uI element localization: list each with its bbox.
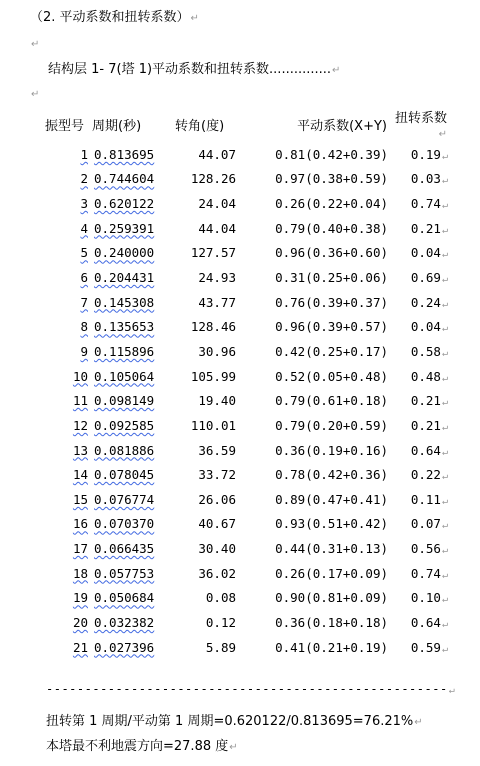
mode-number [44, 167, 88, 192]
angle-value: 105.99 [190, 368, 236, 384]
translation-value: 0.90(0.81+0.09) [275, 590, 388, 606]
period-value [88, 314, 174, 339]
translation-value: 0.89(0.47+0.41) [275, 491, 388, 507]
table-row [44, 290, 448, 315]
table-row [44, 610, 448, 635]
period-value-text: 0.027396 [94, 639, 155, 655]
mode-number-text: 7 [80, 294, 88, 310]
torsion-value-text: 0.22 [410, 467, 441, 483]
angle-value: 0.12 [205, 614, 236, 630]
empty-paragraph [30, 36, 39, 51]
mode-number [44, 191, 88, 216]
angle-value: 44.07 [198, 146, 236, 162]
period-value [88, 610, 174, 635]
mode-number [44, 586, 88, 611]
angle-value: 127.57 [190, 245, 236, 261]
table-row [44, 314, 448, 339]
separator-text: ---------------------------------------------------- [46, 682, 448, 696]
paragraph-mark-icon: ↵ [190, 13, 199, 24]
torsion-value-text: 0.21 [410, 417, 441, 433]
torsion-value [388, 536, 448, 561]
period-value [88, 388, 174, 413]
translation-value: 0.44(0.31+0.13) [275, 541, 388, 557]
paragraph-mark-icon: ↵ [441, 175, 448, 187]
table-row [44, 462, 448, 487]
mode-number [44, 265, 88, 290]
paragraph-mark-icon: ↵ [441, 520, 448, 532]
angle-value: 24.93 [198, 270, 236, 286]
mode-number [44, 142, 88, 167]
translation-value: 0.31(0.25+0.06) [275, 270, 388, 286]
mode-number-text: 5 [80, 245, 88, 261]
period-value-text: 0.066435 [94, 541, 155, 557]
translation-value: 0.93(0.51+0.42) [275, 516, 388, 532]
paragraph-mark-icon: ↵ [441, 249, 448, 261]
angle-value: 40.67 [198, 516, 236, 532]
period-value [88, 339, 174, 364]
translation-value: 0.79(0.20+0.59) [275, 417, 388, 433]
table-subtitle [48, 58, 340, 77]
torsion-value [388, 339, 448, 364]
torsion-value [388, 241, 448, 266]
summary-direction [46, 735, 238, 754]
torsion-value-text: 0.59 [410, 639, 441, 655]
period-value [88, 413, 174, 438]
period-value-text: 0.240000 [94, 245, 155, 261]
paragraph-mark-icon: ↵ [441, 372, 448, 384]
header-mode: 振型号 [45, 118, 85, 134]
table-row [44, 388, 448, 413]
translation-value: 0.36(0.19+0.16) [275, 442, 388, 458]
period-value [88, 536, 174, 561]
period-value-text: 0.078045 [94, 467, 155, 483]
table-subtitle-text: 结构层 1- 7(塔 1)平动系数和扭转系数............... [48, 62, 332, 77]
period-value-text: 0.145308 [94, 294, 155, 310]
translation-value: 0.78(0.42+0.36) [275, 467, 388, 483]
header-angle: 转角(度) [175, 118, 225, 134]
torsion-value-text: 0.69 [410, 270, 441, 286]
period-value-text: 0.204431 [94, 270, 155, 286]
mode-number-text: 17 [72, 541, 88, 557]
section-title-text: （2. 平动系数和扭转系数） [30, 10, 190, 25]
mode-number [44, 290, 88, 315]
period-value [88, 191, 174, 216]
mode-number [44, 413, 88, 438]
angle-value: 44.04 [198, 220, 236, 236]
torsion-value [388, 561, 448, 586]
period-value-text: 0.076774 [94, 491, 155, 507]
period-value-text: 0.259391 [94, 220, 155, 236]
period-value [88, 512, 174, 537]
torsion-value-text: 0.74 [410, 196, 441, 212]
angle-value: 33.72 [198, 467, 236, 483]
torsion-value [388, 265, 448, 290]
table-row [44, 241, 448, 266]
mode-number [44, 339, 88, 364]
mode-number-text: 20 [72, 614, 88, 630]
period-value-text: 0.081886 [94, 442, 155, 458]
table-row [44, 364, 448, 389]
separator-line [46, 682, 455, 696]
mode-number-text: 14 [72, 467, 88, 483]
header-translation: 平动系数(X+Y) [297, 118, 387, 134]
torsion-value [388, 142, 448, 167]
period-value [88, 290, 174, 315]
torsion-value-text: 0.21 [410, 220, 441, 236]
torsion-value [388, 314, 448, 339]
torsion-value-text: 0.21 [410, 393, 441, 409]
translation-value: 0.41(0.21+0.19) [275, 639, 388, 655]
translation-value: 0.76(0.39+0.37) [275, 294, 388, 310]
header-torsion [388, 106, 448, 142]
torsion-value [388, 462, 448, 487]
mode-number-text: 19 [72, 590, 88, 606]
paragraph-mark-icon: ↵ [31, 39, 40, 50]
period-value-text: 0.744604 [94, 171, 155, 187]
angle-value: 128.46 [190, 319, 236, 335]
torsion-value [388, 438, 448, 463]
period-value-text: 0.057753 [94, 565, 155, 581]
translation-value: 0.26(0.22+0.04) [275, 196, 388, 212]
mode-number-text: 21 [72, 639, 88, 655]
period-value [88, 487, 174, 512]
angle-value: 43.77 [198, 294, 236, 310]
table-row [44, 413, 448, 438]
period-value [88, 142, 174, 167]
mode-number [44, 561, 88, 586]
torsion-value-text: 0.74 [410, 565, 441, 581]
mode-number-text: 6 [80, 270, 88, 286]
mode-number [44, 364, 88, 389]
period-value [88, 167, 174, 192]
paragraph-mark-icon: ↵ [441, 200, 448, 212]
mode-number-text: 16 [72, 516, 88, 532]
angle-value: 24.04 [198, 196, 236, 212]
period-value-text: 0.032382 [94, 614, 155, 630]
table-row [44, 561, 448, 586]
table-row [44, 191, 448, 216]
paragraph-mark-icon: ↵ [441, 495, 448, 507]
torsion-value [388, 512, 448, 537]
period-value [88, 241, 174, 266]
translation-value: 0.97(0.38+0.59) [275, 171, 388, 187]
table-row [44, 167, 448, 192]
period-value [88, 635, 174, 660]
angle-value: 0.08 [205, 590, 236, 606]
paragraph-mark-icon: ↵ [441, 569, 448, 581]
angle-value: 128.26 [190, 171, 236, 187]
paragraph-mark-icon: ↵ [441, 150, 448, 162]
summary-direction-text: 本塔最不利地震方向=27.88 度 [46, 739, 229, 754]
period-value-text: 0.135653 [94, 319, 155, 335]
paragraph-mark-icon: ↵ [441, 594, 448, 606]
table-row [44, 512, 448, 537]
mode-number [44, 216, 88, 241]
mode-number [44, 388, 88, 413]
mode-number [44, 314, 88, 339]
mode-number-text: 18 [72, 565, 88, 581]
torsion-value-text: 0.64 [410, 442, 441, 458]
period-value [88, 216, 174, 241]
mode-number [44, 462, 88, 487]
translation-value: 0.52(0.05+0.48) [275, 368, 388, 384]
paragraph-mark-icon: ↵ [441, 618, 448, 630]
translation-value: 0.26(0.17+0.09) [275, 565, 388, 581]
translation-value: 0.96(0.36+0.60) [275, 245, 388, 261]
torsion-value-text: 0.04 [410, 319, 441, 335]
table-row [44, 142, 448, 167]
period-value [88, 364, 174, 389]
torsion-value-text: 0.10 [410, 590, 441, 606]
period-value [88, 438, 174, 463]
paragraph-mark-icon: ↵ [441, 274, 448, 286]
angle-value: 30.40 [198, 541, 236, 557]
torsion-value [388, 388, 448, 413]
period-value-text: 0.050684 [94, 590, 155, 606]
paragraph-mark-icon: ↵ [229, 742, 238, 753]
mode-number [44, 610, 88, 635]
torsion-value-text: 0.48 [410, 368, 441, 384]
mode-number-text: 9 [80, 343, 88, 359]
period-value [88, 462, 174, 487]
torsion-value [388, 610, 448, 635]
table-row [44, 438, 448, 463]
period-value-text: 0.620122 [94, 196, 155, 212]
mode-number-text: 10 [72, 368, 88, 384]
mode-number-text: 12 [72, 417, 88, 433]
torsion-value [388, 413, 448, 438]
paragraph-mark-icon: ↵ [441, 323, 448, 335]
mode-number-text: 13 [72, 442, 88, 458]
angle-value: 30.96 [198, 343, 236, 359]
period-value-text: 0.105064 [94, 368, 155, 384]
mode-number [44, 487, 88, 512]
angle-value: 110.01 [190, 417, 236, 433]
table-row [44, 216, 448, 241]
mode-number-text: 3 [80, 196, 88, 212]
period-value-text: 0.070370 [94, 516, 155, 532]
translation-value: 0.79(0.61+0.18) [275, 393, 388, 409]
paragraph-mark-icon: ↵ [441, 397, 448, 409]
torsion-value-text: 0.64 [410, 614, 441, 630]
torsion-value-text: 0.24 [410, 294, 441, 310]
table-header-row [44, 106, 448, 142]
torsion-value-text: 0.07 [410, 516, 441, 532]
torsion-value [388, 191, 448, 216]
mode-number [44, 438, 88, 463]
mode-number-text: 8 [80, 319, 88, 335]
torsion-value-text: 0.03 [410, 171, 441, 187]
paragraph-mark-icon: ↵ [441, 298, 448, 310]
torsion-value [388, 487, 448, 512]
mode-number [44, 512, 88, 537]
paragraph-mark-icon: ↵ [414, 717, 423, 728]
mode-number [44, 635, 88, 660]
translation-value: 0.96(0.39+0.57) [275, 319, 388, 335]
angle-value: 19.40 [198, 393, 236, 409]
summary-ratio-text: 扭转第 1 周期/平动第 1 周期=0.620122/0.813695=76.21% [46, 714, 414, 729]
torsion-value [388, 635, 448, 660]
torsion-value-text: 0.58 [410, 343, 441, 359]
table-row [44, 635, 448, 660]
torsion-value-text: 0.19 [410, 146, 441, 162]
torsion-value [388, 364, 448, 389]
period-value-text: 0.115896 [94, 343, 155, 359]
paragraph-mark-icon: ↵ [441, 471, 448, 483]
period-value [88, 561, 174, 586]
paragraph-mark-icon: ↵ [448, 685, 456, 696]
paragraph-mark-icon: ↵ [441, 545, 448, 557]
torsion-value [388, 586, 448, 611]
table-row [44, 265, 448, 290]
section-title [30, 6, 199, 25]
torsion-value-text: 0.56 [410, 541, 441, 557]
translation-value: 0.36(0.18+0.18) [275, 614, 388, 630]
table-row [44, 586, 448, 611]
period-value-text: 0.813695 [94, 146, 155, 162]
torsion-value [388, 167, 448, 192]
header-torsion-text: 扭转系数 [394, 111, 447, 126]
table-row [44, 536, 448, 561]
table-row [44, 339, 448, 364]
period-value-text: 0.098149 [94, 393, 155, 409]
paragraph-mark-icon: ↵ [441, 347, 448, 359]
angle-value: 36.02 [198, 565, 236, 581]
mode-number-text: 2 [80, 171, 88, 187]
mode-number-text: 11 [72, 393, 88, 409]
mode-number-text: 15 [72, 491, 88, 507]
modal-coefficients-table [44, 106, 448, 659]
torsion-value [388, 290, 448, 315]
paragraph-mark-icon: ↵ [31, 89, 40, 100]
mode-number [44, 536, 88, 561]
translation-value: 0.42(0.25+0.17) [275, 343, 388, 359]
paragraph-mark-icon: ↵ [441, 446, 448, 458]
torsion-value-text: 0.04 [410, 245, 441, 261]
period-value [88, 265, 174, 290]
torsion-value [388, 216, 448, 241]
period-value-text: 0.092585 [94, 417, 155, 433]
mode-number-text: 4 [80, 220, 88, 236]
translation-value: 0.79(0.40+0.38) [275, 220, 388, 236]
paragraph-mark-icon: ↵ [332, 65, 341, 76]
paragraph-mark-icon: ↵ [441, 224, 448, 236]
mode-number-text: 1 [80, 146, 88, 162]
empty-paragraph [30, 86, 39, 101]
paragraph-mark-icon: ↵ [441, 421, 448, 433]
angle-value: 5.89 [205, 639, 236, 655]
mode-number [44, 241, 88, 266]
period-value [88, 586, 174, 611]
summary-ratio [46, 710, 423, 729]
paragraph-mark-icon: ↵ [441, 643, 448, 655]
paragraph-mark-icon: ↵ [438, 129, 447, 140]
angle-value: 26.06 [198, 491, 236, 507]
torsion-value-text: 0.11 [410, 491, 441, 507]
translation-value: 0.81(0.42+0.39) [275, 146, 388, 162]
angle-value: 36.59 [198, 442, 236, 458]
table-row [44, 487, 448, 512]
header-period: 周期(秒) [92, 118, 142, 134]
